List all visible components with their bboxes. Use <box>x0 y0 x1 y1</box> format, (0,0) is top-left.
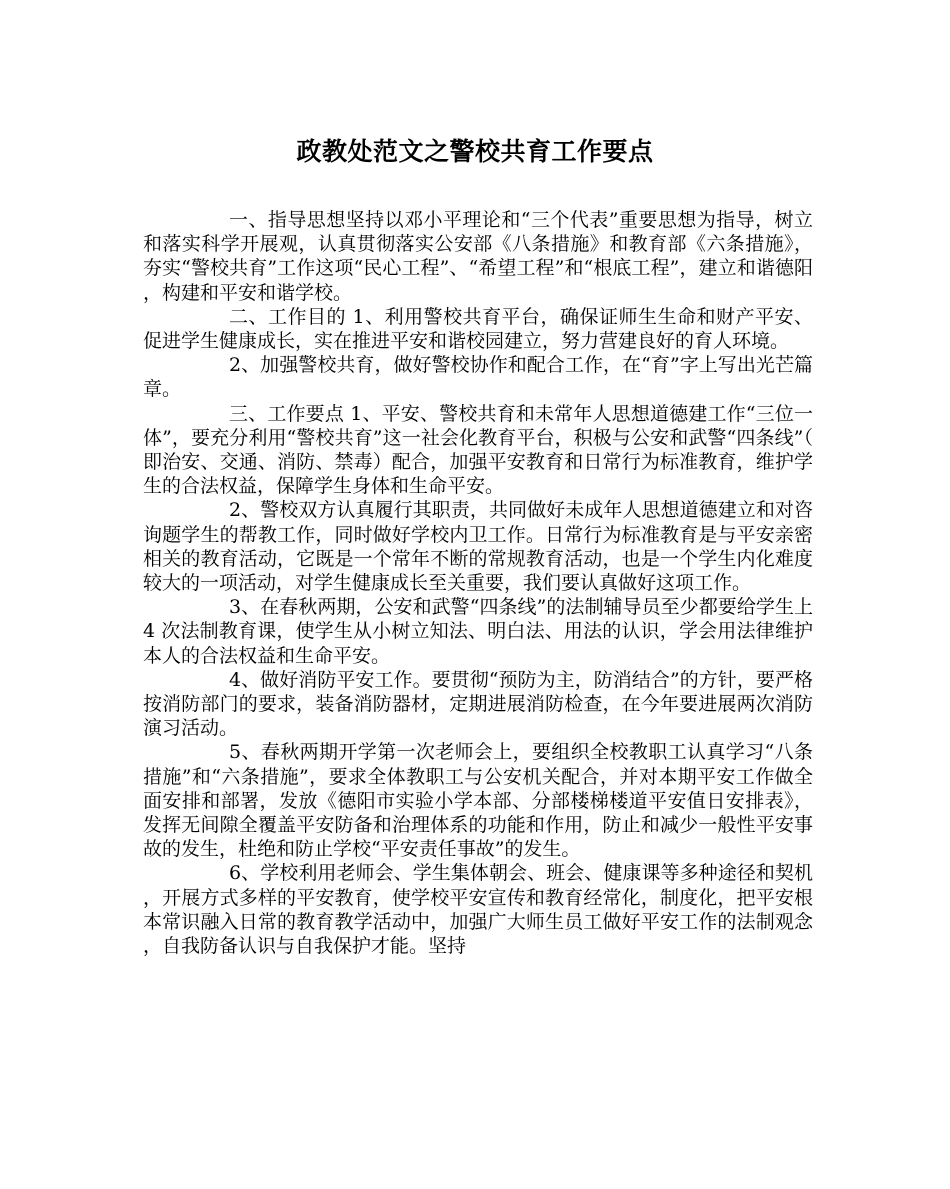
document-body <box>143 208 813 958</box>
paragraph: 3、在春秋两期，公安和武警“四条线”的法制辅导员至少都要给学生上 4 次法制教育课，使学生从小树立知法、明白法、用法的认识，学会用法律维护本人的合法权益和生命平安。 <box>143 596 813 667</box>
paragraph: 2、警校双方认真履行其职责，共同做好未成年人思想道德建立和对咨询题学生的帮教工作，同时做好学校内卫工作。日常行为标准教育是与平安亲密相关的教育活动，它既是一个常年不断的常规教育活动，也是一个学生内化难度较大的一项活动，对学生健康成长至关重要，我们要认真做好这项工作。 <box>143 499 813 595</box>
paragraph: 2、加强警校共育，做好警校协作和配合工作，在“育”字上写出光芒篇章。 <box>143 354 813 401</box>
document-title: 政教处范文之警校共育工作要点 <box>296 137 654 166</box>
paragraph: 二、工作目的 1、利用警校共育平台，确保证师生生命和财产平安、促进学生健康成长，实在推进平安和谐校园建立，努力营建良好的育人环境。 <box>143 305 813 353</box>
paragraph: 4、做好消防平安工作。要贯彻“预防为主，防消结合”的方针，要严格按消防部门的要求，装备消防器材，定期进展消防检查，在今年要进展两次消防演习活动。 <box>143 668 813 740</box>
paragraph: 5、春秋两期开学第一次老师会上，要组织全校教职工认真学习“八条措施”和“六条措施”，要求全体教职工与公安机关配合，并对本期平安工作做全面安排和部署，发放《德阳市实验小学本部、分部楼梯楼道平安值日安排表》，发挥无间隙全覆盖平安防备和治理体系的功能和作用，防止和减少一般性平安事故的发生，杜绝和防止学校“平安责任事故”的发生。 <box>143 741 813 861</box>
paragraph: 6、学校利用老师会、学生集体朝会、班会、健康课等多种途径和契机，开展方式多样的平安教育，使学校平安宣传和教育经常化，制度化，把平安根本常识融入日常的教育教学活动中，加强广大师生员工做好平安工作的法制观念，自我防备认识与自我保护才能。坚持 <box>143 862 813 958</box>
paragraph: 三、工作要点 1、平安、警校共育和未常年人思想道德建工作“三位一体”，要充分利用“警校共育”这一社会化教育平台，积极与公安和武警“四条线”（即治安、交通、消防、禁毒）配合，加强平安教育和日常行为标准教育，维护学生的合法权益，保障学生身体和生命平安。 <box>143 402 813 498</box>
paragraph: 一、指导思想坚持以邓小平理论和“三个代表”重要思想为指导，树立和落实科学开展观，认真贯彻落实公安部《八条措施》和教育部《六条措施》，夯实“警校共育”工作这项“民心工程”、“希望工程”和“根底工程”，建立和谐德阳，构建和平安和谐学校。 <box>143 209 813 304</box>
